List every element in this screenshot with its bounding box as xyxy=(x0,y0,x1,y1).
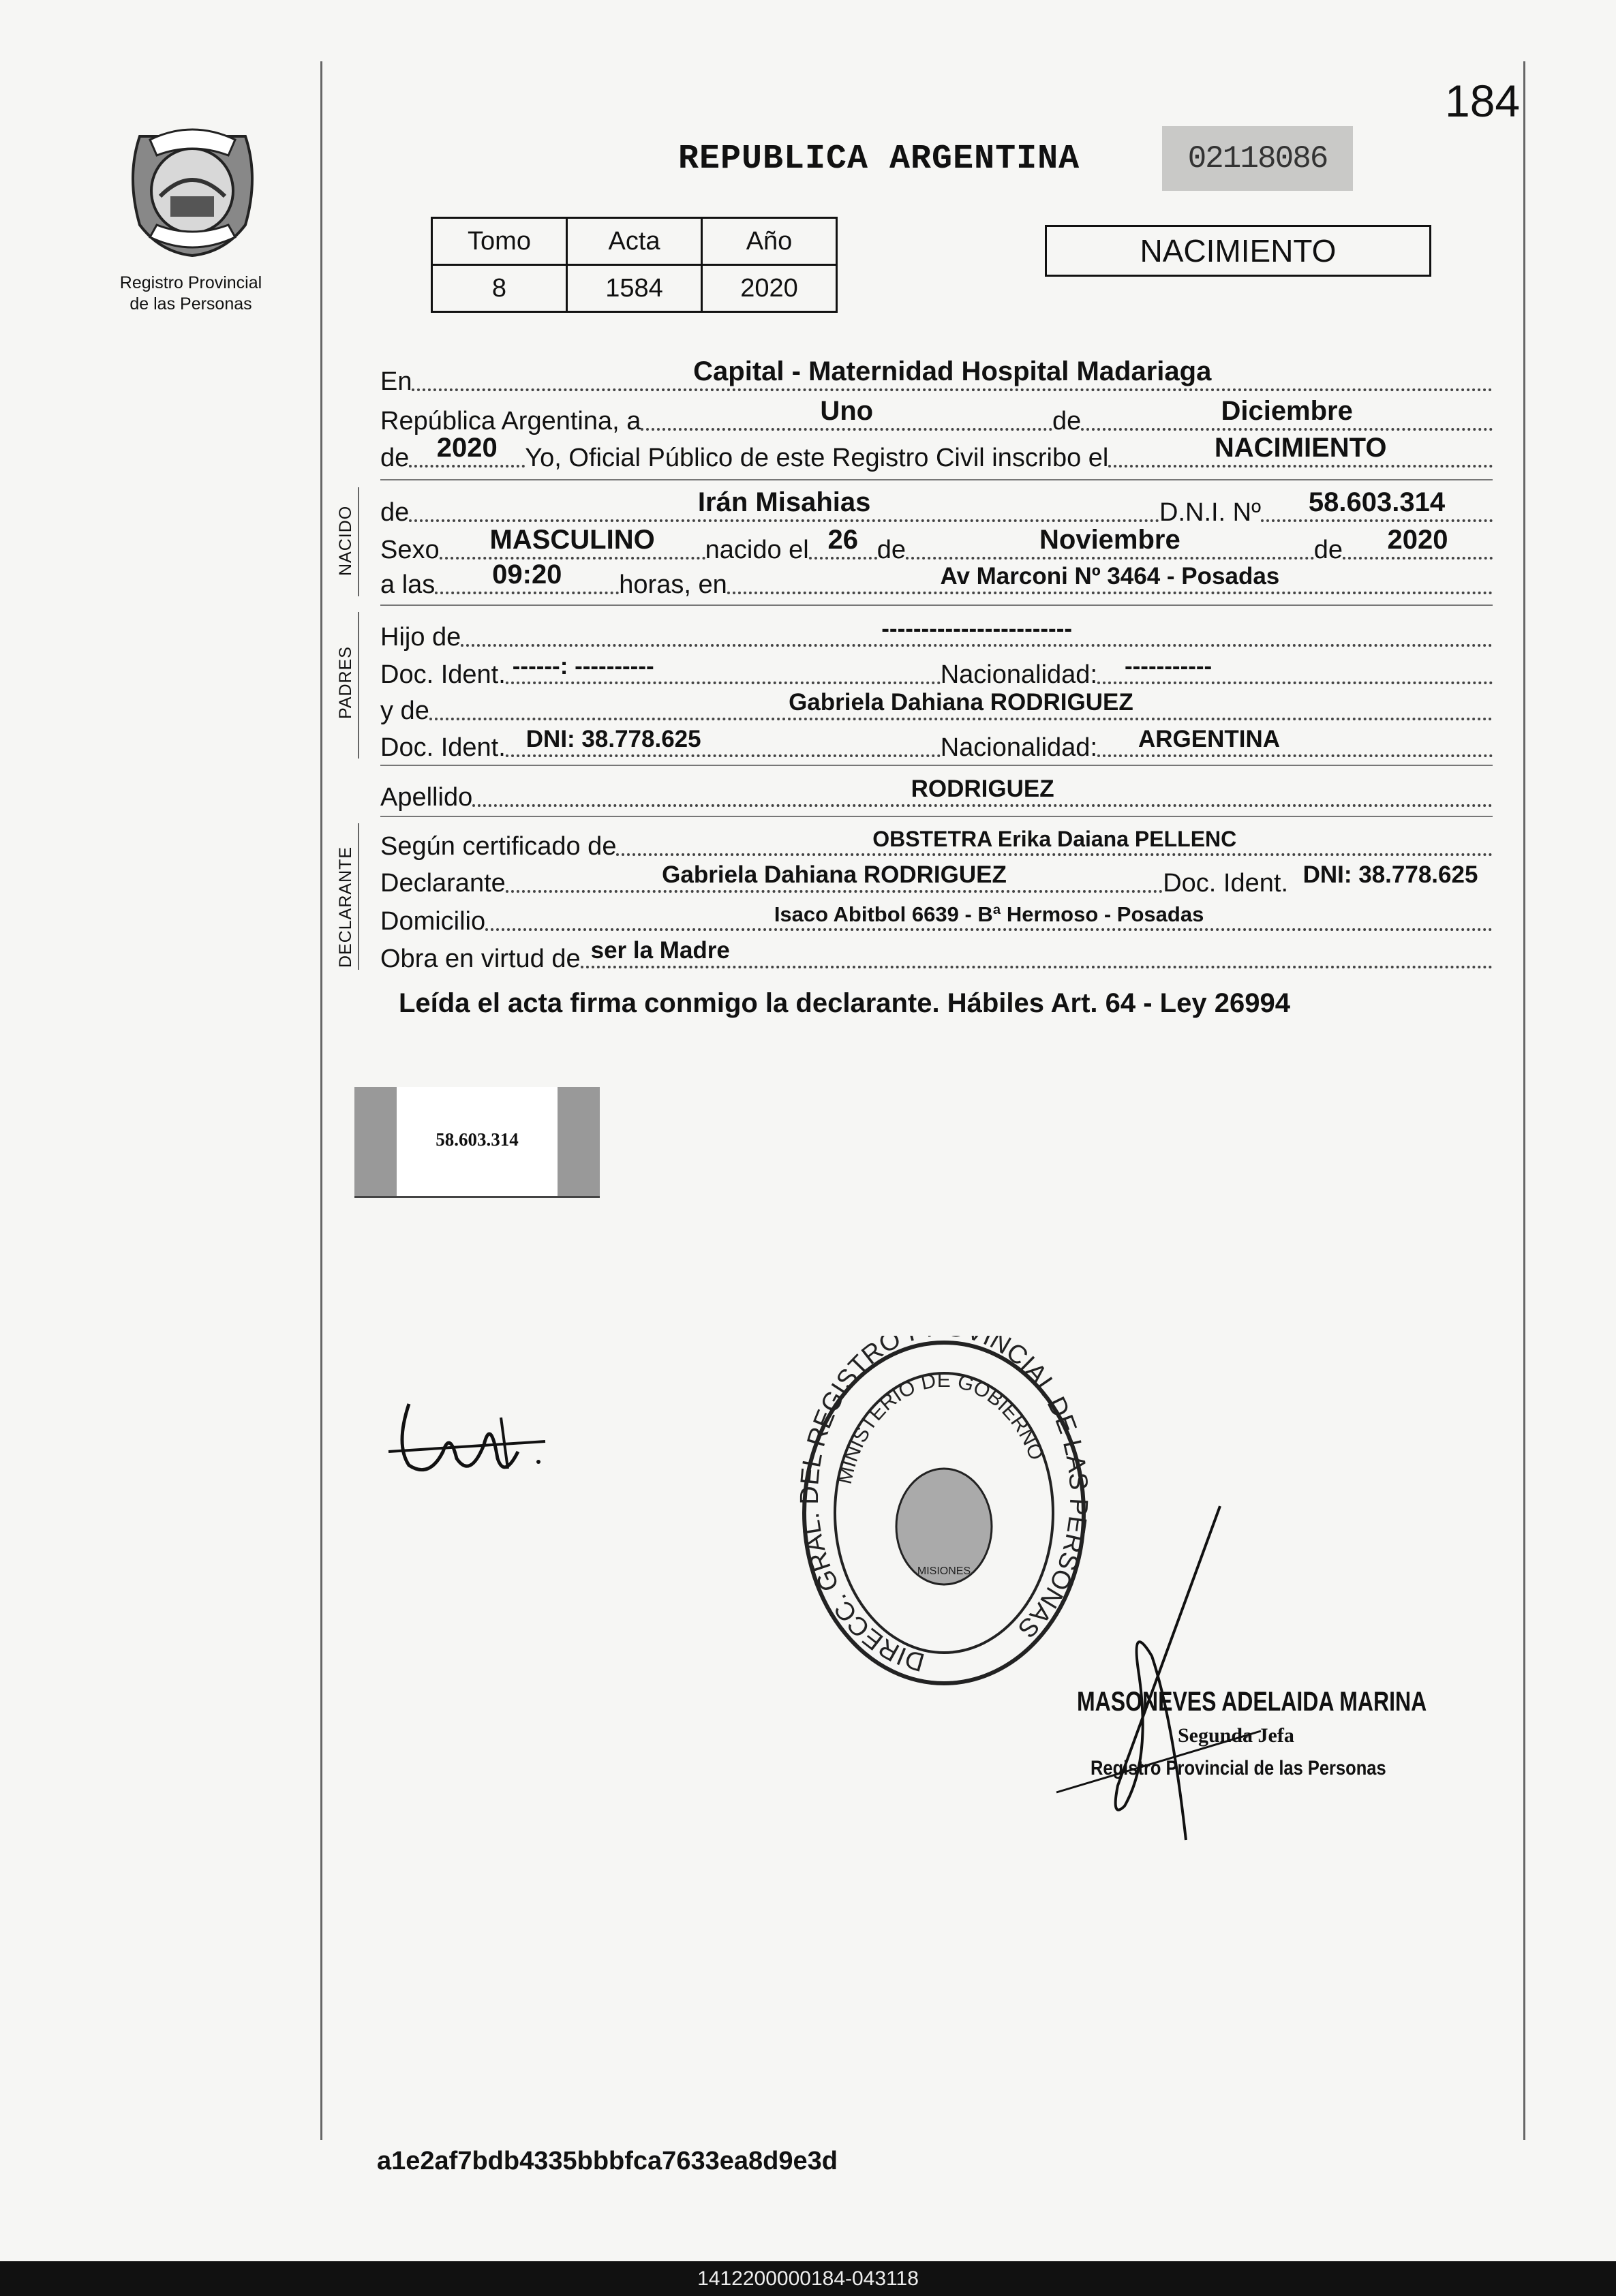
hijo-label: Hijo de xyxy=(380,623,461,652)
document-hash: a1e2af7bdb4335bbbfca7633ea8d9e3d xyxy=(377,2147,838,2175)
doc1-label: Doc. Ident. xyxy=(380,660,506,689)
seal-outer-text: DIRECC. GRAL. DEL REGISTRO INCIAL DE LAS PERSONAS xyxy=(797,1336,1091,1677)
tomo-table-value-row xyxy=(432,265,837,312)
birth-month-field xyxy=(906,521,1314,560)
birth-month-value: Noviembre xyxy=(1039,525,1180,555)
decl-doc-field xyxy=(1288,855,1493,893)
en-field xyxy=(412,353,1493,391)
row-apellido xyxy=(380,777,1493,812)
row-doc2 xyxy=(380,727,1493,763)
record-type-box: NACIMIENTO xyxy=(1045,225,1431,277)
en-value: Capital - Maternidad Hospital Madariaga xyxy=(693,356,1212,386)
seal-inner-text: MINISTERIO DE GOBIERNO xyxy=(833,1368,1048,1486)
row-year xyxy=(380,433,1493,473)
birth-day-field xyxy=(809,521,877,560)
dom-field xyxy=(485,893,1493,931)
act-type-field xyxy=(1108,429,1493,468)
child-name-field xyxy=(409,484,1159,522)
hora-label: a las xyxy=(380,570,436,599)
tomo-acta-table xyxy=(431,217,838,313)
year-de-label: de xyxy=(380,444,410,472)
left-margin-line xyxy=(320,61,322,2140)
hora-value: 09:20 xyxy=(492,560,562,590)
signatory-org: Registro Provincial de las Personas xyxy=(1091,1757,1386,1779)
year-field xyxy=(409,429,525,468)
decl-field xyxy=(506,855,1163,893)
separator-3 xyxy=(380,765,1493,766)
republica-de-label: de xyxy=(1052,407,1082,435)
sexo-label: Sexo xyxy=(380,536,440,564)
section-bar-nacido xyxy=(358,487,359,596)
declarante-side-label: DECLARANTE xyxy=(336,846,355,968)
apellido-field xyxy=(472,769,1493,807)
nac1-field xyxy=(1097,646,1493,684)
nac1-value: ----------- xyxy=(1125,653,1213,679)
tomo-table-header-row xyxy=(432,218,837,265)
day-value: Uno xyxy=(820,396,874,426)
republica-label: República Argentina, a xyxy=(380,407,641,435)
birth-year-value: 2020 xyxy=(1387,525,1448,555)
nacido-el-label: nacido el xyxy=(705,536,809,564)
section-bar-declarante xyxy=(358,823,359,970)
footer-barcode-text: 1412200000184-043118 xyxy=(0,2261,1616,2296)
apellido-label: Apellido xyxy=(380,783,473,812)
signatory-name: MASONEVES ADELAIDA MARINA xyxy=(1077,1687,1427,1717)
nac2-label: Nacionalidad: xyxy=(940,733,1097,762)
cert-label: Según certificado de xyxy=(380,832,617,861)
birth-day-value: 26 xyxy=(827,525,858,555)
seal-center-text: MISIONES xyxy=(917,1565,971,1577)
yde-label: y de xyxy=(380,697,429,725)
nacido-de-label: de xyxy=(380,498,410,527)
nac1-label: Nacionalidad: xyxy=(940,660,1097,689)
doc1-value: ------: ---------- xyxy=(512,653,654,679)
birth-de2-label: de xyxy=(1313,536,1343,564)
acta-value: 1584 xyxy=(567,265,702,312)
tomo-value: 8 xyxy=(432,265,567,312)
sexo-field xyxy=(440,521,705,560)
id-stamp-number: 58.603.314 xyxy=(436,1129,519,1150)
dni-field xyxy=(1261,484,1493,522)
declarant-signature xyxy=(382,1377,559,1493)
doc2-field xyxy=(506,719,941,757)
birth-de-label: de xyxy=(876,536,906,564)
en-label: En xyxy=(380,367,412,396)
nacido-side-label: NACIDO xyxy=(336,505,355,576)
padres-side-label: PADRES xyxy=(336,646,355,719)
decl-label: Declarante xyxy=(380,869,506,898)
madre-field xyxy=(429,682,1493,720)
lugar-value: Av Marconi Nº 3464 - Posadas xyxy=(940,563,1280,590)
apellido-value: RODRIGUEZ xyxy=(911,776,1054,802)
section-bar-padres xyxy=(358,612,359,759)
month-value: Diciembre xyxy=(1221,396,1353,426)
anio-header: Año xyxy=(702,218,837,265)
dom-value: Isaco Abitbol 6639 - Bª Hermoso - Posadas xyxy=(774,902,1204,926)
madre-value: Gabriela Dahiana RODRIGUEZ xyxy=(789,689,1133,716)
year-value: 2020 xyxy=(436,433,498,463)
nac2-value: ARGENTINA xyxy=(1138,726,1281,752)
obra-field xyxy=(581,930,1493,968)
decl-doc-value: DNI: 38.778.625 xyxy=(1302,861,1478,888)
cert-field xyxy=(616,818,1493,856)
acta-header: Acta xyxy=(567,218,702,265)
separator-4 xyxy=(380,816,1493,817)
province-coat-of-arms-icon xyxy=(112,116,273,262)
province-seal xyxy=(112,116,273,262)
doc2-value: DNI: 38.778.625 xyxy=(525,726,701,752)
official-signature xyxy=(1036,1499,1281,1854)
dom-label: Domicilio xyxy=(380,907,486,936)
hora-field xyxy=(435,556,619,594)
id-number-stamp xyxy=(354,1087,600,1198)
cert-value: OBSTETRA Erika Daiana PELLENC xyxy=(872,827,1237,851)
row-nacido-hora xyxy=(380,560,1493,600)
decl-doc-label: Doc. Ident. xyxy=(1163,869,1288,898)
nac2-field xyxy=(1097,719,1493,757)
page-number: 184 xyxy=(1445,76,1521,126)
doc2-label: Doc. Ident. xyxy=(380,733,506,762)
dni-label: D.N.I. Nº xyxy=(1159,498,1261,527)
child-name-value: Irán Misahias xyxy=(697,487,871,517)
signatory-role: Segunda Jefa xyxy=(1178,1724,1294,1747)
right-margin-line xyxy=(1523,61,1525,2140)
dni-value: 58.603.314 xyxy=(1308,487,1446,517)
serial-number-stamp: 02118086 xyxy=(1162,126,1353,191)
month-field xyxy=(1081,393,1493,431)
doc1-field xyxy=(506,646,941,684)
tomo-header: Tomo xyxy=(432,218,567,265)
registry-label-line2: de las Personas xyxy=(129,294,252,313)
decl-value: Gabriela Dahiana RODRIGUEZ xyxy=(662,861,1007,888)
horas-en-label: horas, en xyxy=(619,570,727,599)
obra-label: Obra en virtud de xyxy=(380,945,581,973)
lugar-field xyxy=(727,556,1493,594)
registry-label-line1: Registro Provincial xyxy=(119,273,262,292)
day-field xyxy=(641,393,1052,431)
obra-value: ser la Madre xyxy=(590,937,730,964)
closing-statement: Leída el acta firma conmigo la declarante. Hábiles Art. 64 - Ley 26994 xyxy=(399,988,1290,1018)
sexo-value: MASCULINO xyxy=(489,525,655,555)
padre-field xyxy=(461,609,1493,647)
padre-value: ------------------------ xyxy=(881,615,1073,642)
row-obra xyxy=(380,938,1493,974)
act-type-value: NACIMIENTO xyxy=(1214,433,1387,463)
separator-2 xyxy=(380,604,1493,606)
registry-label xyxy=(102,273,279,315)
row-en xyxy=(380,356,1493,397)
birth-year-field xyxy=(1343,521,1493,560)
separator-1 xyxy=(380,479,1493,480)
anio-value: 2020 xyxy=(702,265,837,312)
document-title: REPUBLICA ARGENTINA xyxy=(678,140,1080,179)
oficial-text: Yo, Oficial Público de este Registro Civil inscribo el xyxy=(525,444,1109,472)
